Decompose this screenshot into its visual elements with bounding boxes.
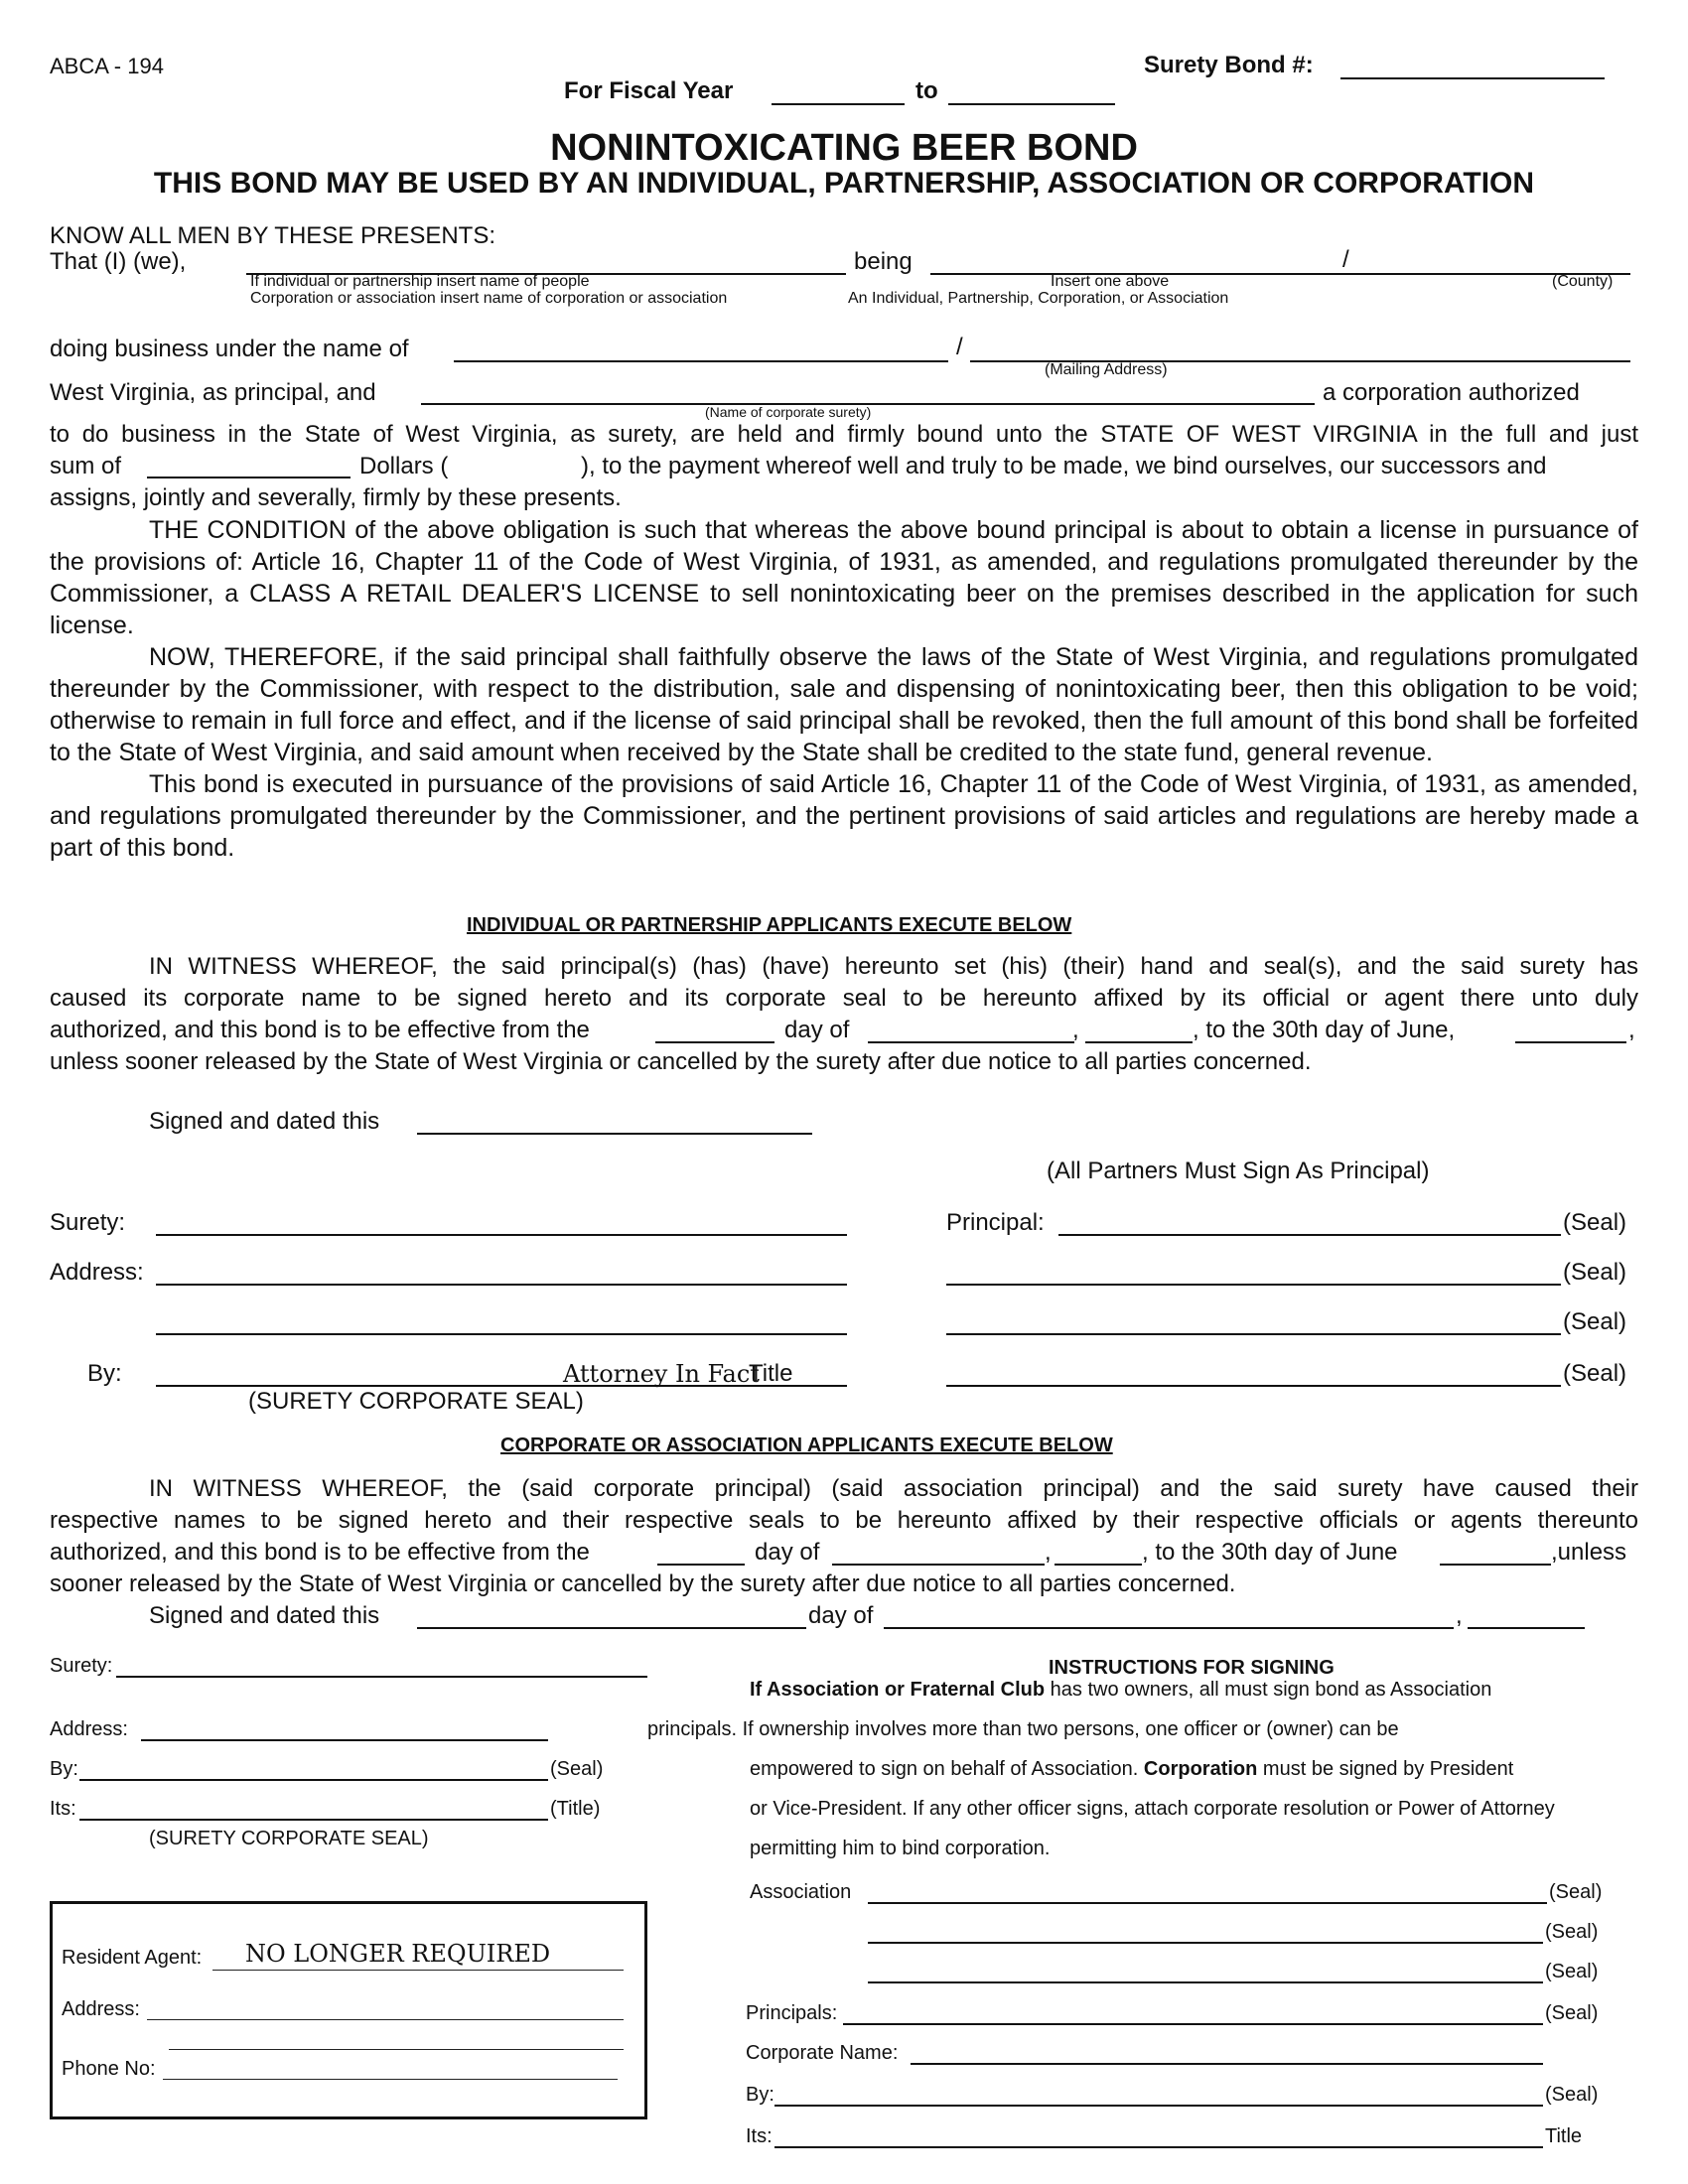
- principals-signature[interactable]: [843, 2023, 1543, 2025]
- corporate-witness-effective: authorized, and this bond is to be effective from the: [50, 1539, 590, 1566]
- agent-address-label: Address:: [62, 1998, 140, 2020]
- corporate-witness-line2: respective names to be signed hereto and their respective seals to be hereunto affixed by their respective officials or agents thereunto: [50, 1507, 1638, 1534]
- individual-signed-dated: Signed and dated this: [149, 1108, 380, 1135]
- that-we-label: That (I) (we),: [50, 248, 187, 275]
- principal-seal-1: (Seal): [1563, 1209, 1627, 1236]
- principal-seal-4: (Seal): [1563, 1360, 1627, 1387]
- association-signature-2[interactable]: [868, 1942, 1543, 1944]
- instructions-its-label: Its:: [746, 2125, 773, 2147]
- instructions-line2: principals. If ownership involves more than two persons, one officer or (owner) can be: [647, 1718, 1399, 1740]
- principal-seal-2: (Seal): [1563, 1259, 1627, 1286]
- principal-signature-3[interactable]: [946, 1333, 1561, 1335]
- individual-surety-seal: (SURETY CORPORATE SEAL): [248, 1388, 584, 1415]
- corporate-signed-comma: ,: [1456, 1602, 1463, 1629]
- instructions-line3b: must be signed by President: [1262, 1758, 1514, 1780]
- individual-address-label: Address:: [50, 1259, 144, 1286]
- individual-effective-month-field[interactable]: [868, 1041, 1074, 1043]
- agent-phone-label: Phone No:: [62, 2058, 156, 2080]
- agent-address-field-1[interactable]: [147, 2019, 624, 2020]
- association-signature-3[interactable]: [868, 1981, 1543, 1983]
- association-seal-3: (Seal): [1545, 1961, 1599, 1982]
- fiscal-year-to: to: [915, 77, 938, 104]
- resident-agent-value: NO LONGER REQUIRED: [245, 1940, 551, 1968]
- principal-seal-3: (Seal): [1563, 1308, 1627, 1335]
- being-slash: /: [1342, 246, 1349, 273]
- instructions-line3a: empowered to sign on behalf of Association.: [750, 1758, 1139, 1780]
- individual-effective-year-field[interactable]: [1085, 1041, 1193, 1043]
- instructions-line4: or Vice-President. If any other officer signs, attach corporate resolution or Power of Attorney: [750, 1798, 1555, 1820]
- instructions-by-signature[interactable]: [774, 2105, 1543, 2107]
- individual-title-label: Title: [749, 1360, 793, 1387]
- corporate-comma-1: ,: [1045, 1539, 1052, 1566]
- instructions-heading: INSTRUCTIONS FOR SIGNING: [1049, 1657, 1335, 1679]
- individual-witness-line4: unless sooner released by the State of West Virginia or cancelled by the surety after due notice to all parties concerned.: [50, 1048, 1312, 1075]
- sum-words-field[interactable]: [147, 477, 351, 478]
- instructions-line3: [750, 1759, 1513, 1779]
- condition-paragraph: THE CONDITION of the above obligation is such that whereas the above bound principal is about to obtain a license in pursuance of the provisions of: Article 16, Chapter 11 of the Code of West Virginia, of 1931, as amended, and regulations promulgated thereunder by the Commissioner, a CLASS A RETAIL DEALER'S LICENSE to sell nonintoxicating beer on the premises described in the application for such license.: [50, 516, 1638, 639]
- individual-witness-effective: authorized, and this bond is to be effective from the: [50, 1017, 590, 1043]
- hint-type-1: Insert one above: [1051, 273, 1170, 290]
- corporate-surety-field[interactable]: [116, 1676, 647, 1678]
- individual-by-label: By:: [87, 1360, 122, 1387]
- individual-comma-2: ,: [1628, 1017, 1635, 1043]
- corporate-surety-seal: (SURETY CORPORATE SEAL): [149, 1828, 429, 1849]
- corporate-to-june: , to the 30th day of June: [1142, 1539, 1398, 1566]
- therefore-paragraph: NOW, THEREFORE, if the said principal shall faithfully observe the laws of the State of West Virginia, and regulations promulgated thereunder by the Commissioner, with respect to the distribution, sale and dispensing of nonintoxicating beer, then this obligation to be void; otherwise to remain in full force and effect, and if the license of said principal shall be revoked, then the full amount of this bond shall be forfeited to the State of West Virginia, and said amount when received by the State shall be credited to the state fund, general revenue.: [50, 643, 1638, 766]
- principal-signature-2[interactable]: [946, 1284, 1561, 1286]
- corporate-by-seal: (Seal): [550, 1758, 604, 1780]
- instructions-corporation-bold: Corporation: [1143, 1758, 1258, 1780]
- fiscal-year-label: For Fiscal Year: [564, 77, 734, 104]
- corporate-signed-dated: Signed and dated this: [149, 1602, 380, 1629]
- instructions-by-label: By:: [746, 2084, 774, 2106]
- corporate-name-field[interactable]: [911, 2063, 1543, 2065]
- individual-witness-line2: caused its corporate name to be signed hereto and its corporate seal to be hereunto affixed by its official or agent there unto duly: [50, 985, 1638, 1012]
- corporate-witness-line4: sooner released by the State of West Virginia or cancelled by the surety after due notice to all parties concerned.: [50, 1570, 1236, 1597]
- fiscal-year-end-field[interactable]: [948, 103, 1115, 105]
- agent-phone-field[interactable]: [163, 2079, 618, 2080]
- being-label: being: [854, 248, 913, 275]
- association-seal-2: (Seal): [1545, 1921, 1599, 1943]
- instructions-line1-rest: has two owners, all must sign bond as Association: [1050, 1679, 1492, 1701]
- principal-signature-4[interactable]: [946, 1385, 1561, 1387]
- surety-bond-label: Surety Bond #:: [1144, 52, 1314, 78]
- executed-paragraph: This bond is executed in pursuance of the provisions of said Article 16, Chapter 11 of the Code of West Virginia, of 1931, as amended, and regulations promulgated thereunder by the Commissioner, and the pertinent provisions of said articles and regulations are hereby made a part of this bond.: [50, 770, 1638, 862]
- individual-address-field-2[interactable]: [156, 1333, 847, 1335]
- sum-of-label: sum of: [50, 453, 122, 479]
- instructions-its-field[interactable]: [774, 2146, 1543, 2148]
- principals-label: Principals:: [746, 2002, 838, 2024]
- page-subtitle: THIS BOND MAY BE USED BY AN INDIVIDUAL, PARTNERSHIP, ASSOCIATION OR CORPORATION: [153, 167, 1535, 200]
- association-label: Association: [750, 1881, 852, 1903]
- corporate-by-field[interactable]: [79, 1779, 548, 1781]
- individual-surety-label: Surety:: [50, 1209, 126, 1236]
- corporate-name-label: Corporate Name:: [746, 2042, 899, 2064]
- individual-end-year-field[interactable]: [1515, 1041, 1626, 1043]
- hint-type-2: An Individual, Partnership, Corporation, or Association: [848, 290, 1229, 307]
- individual-signed-date-field[interactable]: [417, 1133, 812, 1135]
- surety-bond-number-field[interactable]: [1340, 77, 1605, 79]
- individual-address-field-1[interactable]: [156, 1284, 847, 1286]
- corporate-effective-day-field[interactable]: [657, 1564, 745, 1566]
- payment-clause: ), to the payment whereof well and truly to be made, we bind ourselves, our successors and: [581, 453, 1547, 479]
- principals-seal: (Seal): [1545, 2002, 1599, 2024]
- association-seal-1: (Seal): [1549, 1881, 1603, 1903]
- individual-heading: INDIVIDUAL OR PARTNERSHIP APPLICANTS EXECUTE BELOW: [467, 914, 1072, 936]
- hint-county: (County): [1552, 273, 1614, 290]
- page-title: NONINTOXICATING BEER BOND: [550, 127, 1138, 169]
- corporate-day-of-2: day of: [808, 1602, 874, 1629]
- corporate-address-label: Address:: [50, 1718, 128, 1740]
- individual-effective-day-field[interactable]: [655, 1041, 774, 1043]
- dollars-label: Dollars (: [359, 453, 449, 479]
- corporate-its-field[interactable]: [79, 1819, 548, 1821]
- corporate-address-field[interactable]: [141, 1739, 548, 1741]
- instructions-association-bold: If Association or Fraternal Club: [750, 1679, 1046, 1701]
- individual-surety-field[interactable]: [156, 1234, 847, 1236]
- hint-surety: (Name of corporate surety): [705, 404, 872, 420]
- corp-authorized-label: a corporation authorized: [1323, 379, 1580, 406]
- instructions-line5: permitting him to bind corporation.: [750, 1838, 1051, 1859]
- doing-business-label: doing business under the name of: [50, 336, 409, 362]
- individual-to-june: , to the 30th day of June,: [1193, 1017, 1456, 1043]
- hint-mailing: (Mailing Address): [1045, 361, 1168, 378]
- corporate-heading: CORPORATE OR ASSOCIATION APPLICANTS EXECUTE BELOW: [500, 1434, 1113, 1456]
- association-signature-1[interactable]: [868, 1902, 1547, 1904]
- corporate-by-label: By:: [50, 1758, 78, 1780]
- individual-comma-1: ,: [1072, 1017, 1079, 1043]
- hint-name-1: If individual or partnership insert name of people: [250, 273, 590, 290]
- business-name-field[interactable]: [454, 360, 948, 362]
- corporate-effective-month-field[interactable]: [832, 1564, 1045, 1566]
- individual-day-of: day of: [784, 1017, 850, 1043]
- principal-signature-1[interactable]: [1058, 1234, 1561, 1236]
- form-number: ABCA - 194: [50, 54, 164, 78]
- corporate-day-of: day of: [755, 1539, 820, 1566]
- corporate-signed-month-field[interactable]: [884, 1627, 1454, 1629]
- agent-address-field-2[interactable]: [169, 2049, 624, 2050]
- to-do-business-line: to do business in the State of West Virginia, as surety, are held and firmly bound unto the STATE OF WEST VIRGINIA in the full and just: [50, 421, 1638, 448]
- corporate-its-title: (Title): [550, 1798, 601, 1820]
- principal-label: Principal:: [946, 1209, 1045, 1236]
- corporate-signed-day-field[interactable]: [417, 1627, 806, 1629]
- corporate-witness-line1: IN WITNESS WHEREOF, the (said corporate principal) (said association principal) and the said surety have caused their: [149, 1475, 1638, 1502]
- partners-note: (All Partners Must Sign As Principal): [1047, 1158, 1430, 1184]
- resident-agent-label: Resident Agent:: [62, 1947, 203, 1969]
- resident-agent-field[interactable]: [212, 1970, 624, 1971]
- hint-name-2: Corporation or association insert name of corporation or association: [250, 290, 728, 307]
- attorney-in-fact: Attorney In Fact: [563, 1360, 760, 1388]
- corporate-signed-year-field[interactable]: [1468, 1627, 1585, 1629]
- corporate-end-year-field[interactable]: [1440, 1564, 1551, 1566]
- instructions-line1: [750, 1680, 1491, 1700]
- corporate-unless: ,unless: [1551, 1539, 1627, 1566]
- corporate-effective-year-field[interactable]: [1055, 1564, 1142, 1566]
- fiscal-year-start-field[interactable]: [772, 103, 905, 105]
- corporate-its-label: Its:: [50, 1798, 76, 1820]
- instructions-by-seal: (Seal): [1545, 2084, 1599, 2106]
- individual-witness-line1: IN WITNESS WHEREOF, the said principal(s) (has) (have) hereunto set (his) (their) hand and seal(s), and the said surety has: [149, 953, 1638, 980]
- know-all-men: KNOW ALL MEN BY THESE PRESENTS:: [50, 222, 496, 249]
- assigns-line: assigns, jointly and severally, firmly by these presents.: [50, 484, 622, 511]
- instructions-its-title: Title: [1545, 2125, 1583, 2147]
- corporate-surety-label: Surety:: [50, 1655, 113, 1677]
- doing-business-slash: /: [956, 334, 963, 360]
- entity-type-county-field[interactable]: [930, 273, 1630, 275]
- wv-principal-label: West Virginia, as principal, and: [50, 379, 376, 406]
